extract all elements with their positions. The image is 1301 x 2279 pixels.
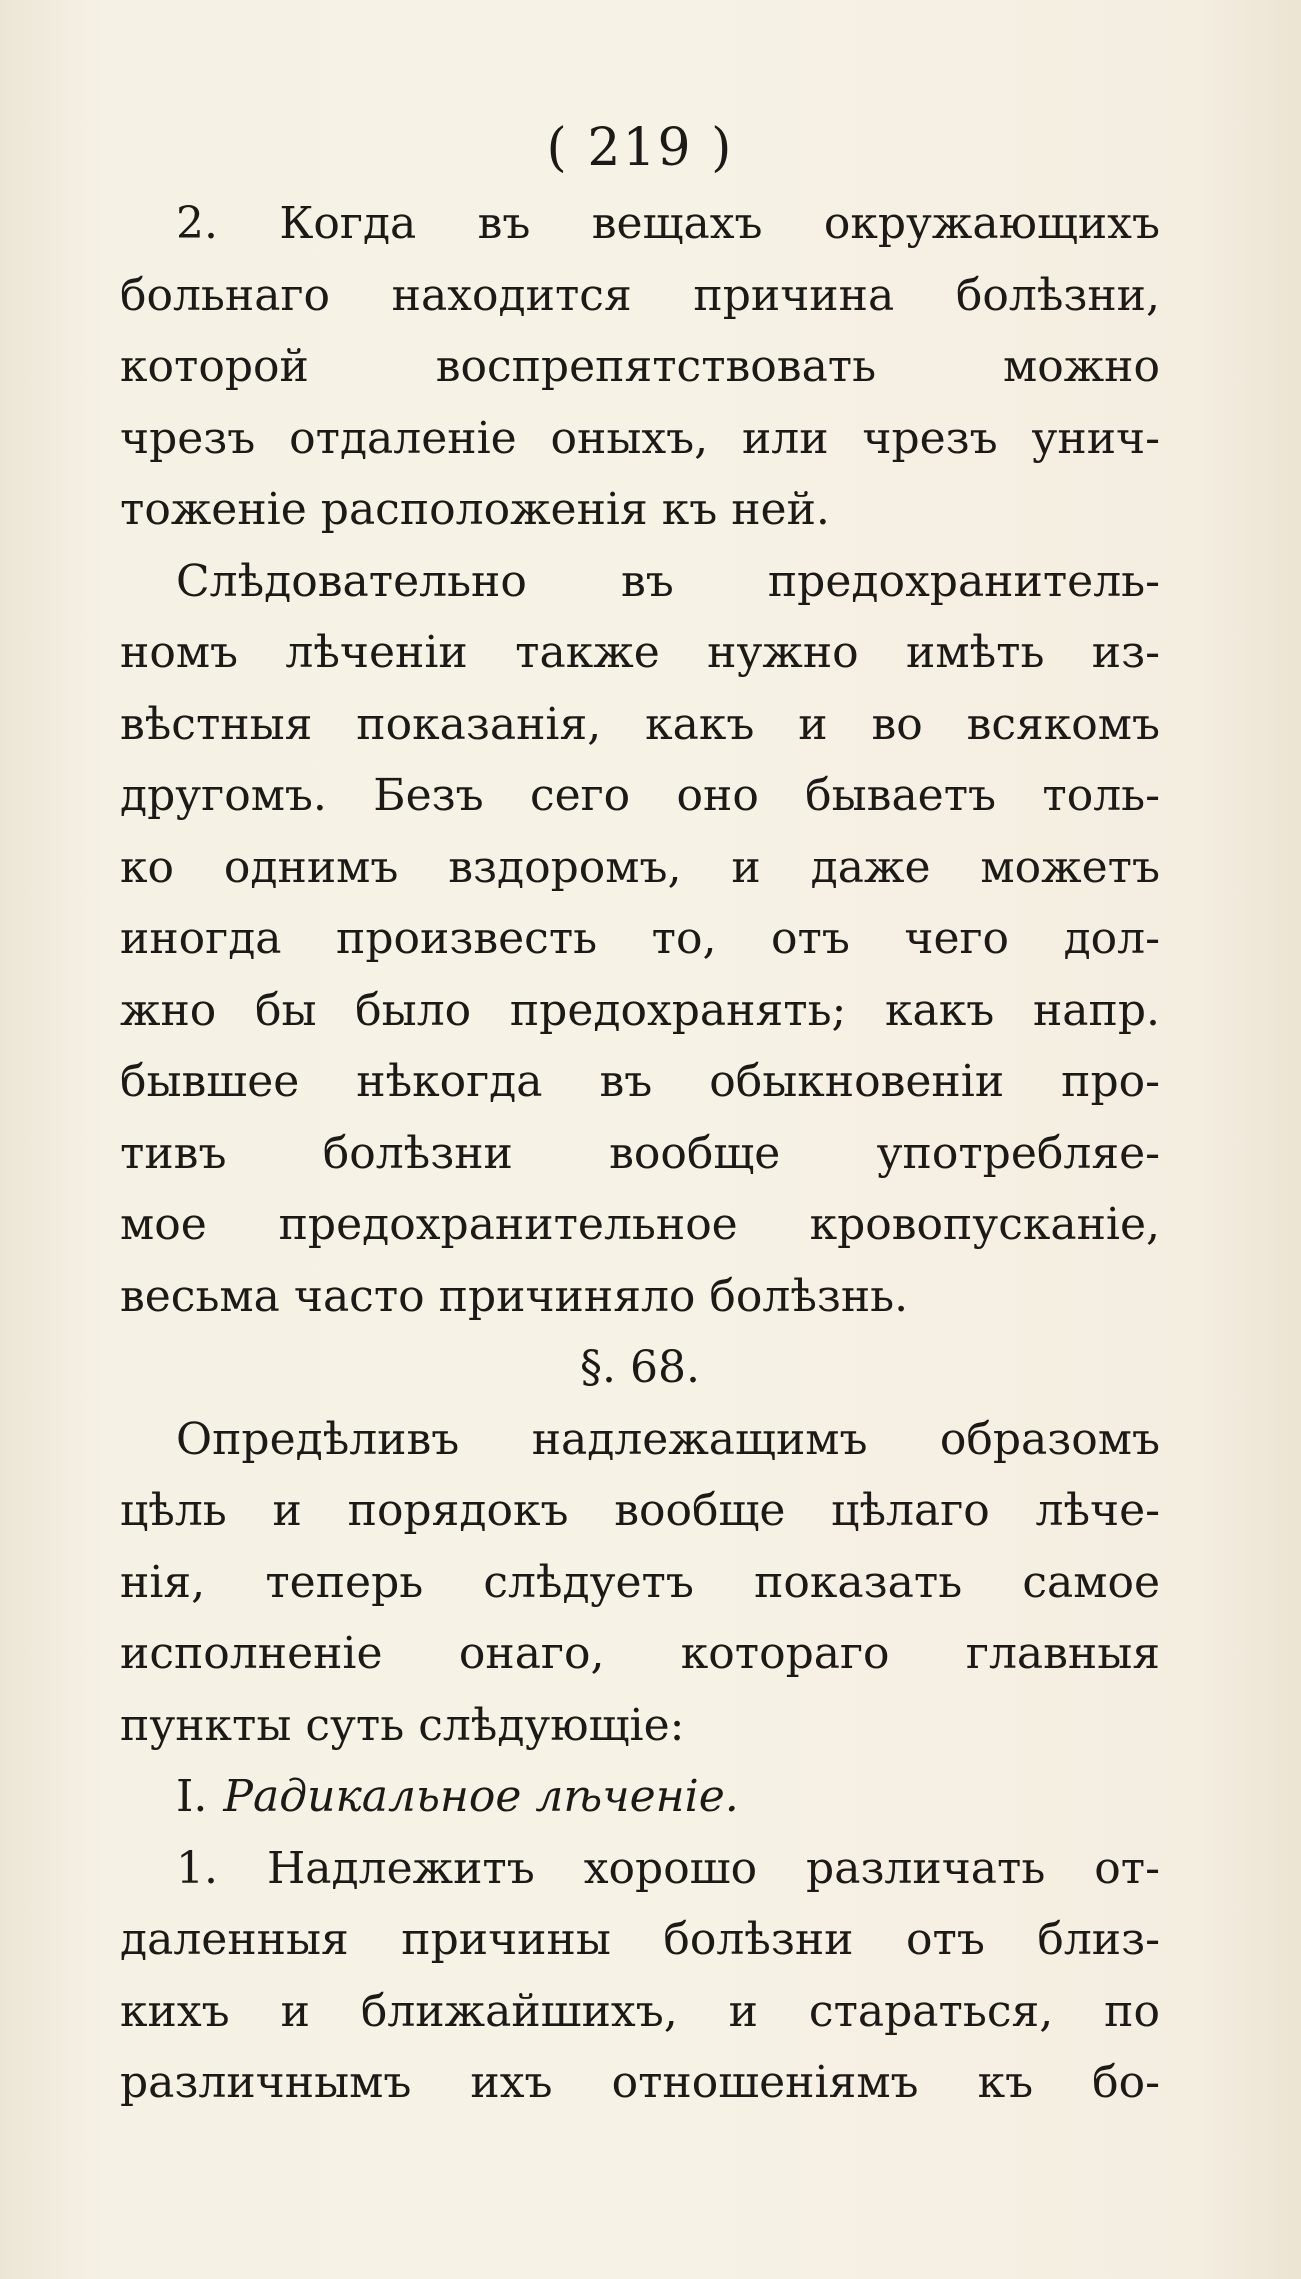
heading-numeral: I. [176,1771,208,1822]
text-line: весьма часто причиняло болѣзнь. [120,1270,909,1322]
text-line: больнаго находится причина болѣзни, [120,269,1160,321]
text-line: 1. Надлежитъ хорошо различать от- [176,1842,1160,1894]
text-line: которой воспрепятствовать можно [120,341,1160,392]
text-line: тивъ болѣзни вообще употребляе- [120,1127,1160,1179]
text-line: 2. Когда въ вещахъ окружающихъ [176,198,1160,249]
section-heading [120,1761,1160,1833]
text-line: исполненіе онаго, котораго главныя [120,1628,1160,1679]
page-text [120,108,1160,2119]
text-line: Слѣдовательно въ предохранитель- [176,555,1160,607]
paragraph-3 [120,1404,1160,1762]
heading-title: Радикальное лѣченіе. [223,1771,739,1822]
text-line: даленныя причины болѣзни отъ близ- [120,1914,1160,1965]
text-line: иногда произвесть то, отъ чего дол- [120,913,1160,964]
text-line: Опредѣливъ надлежащимъ образомъ [176,1413,1160,1465]
text-line: пункты суть слѣдующіе: [120,1699,685,1751]
text-line: тоженіе расположенія къ ней. [120,484,830,535]
text-line: нія, теперь слѣдуетъ показать самое [120,1556,1160,1608]
text-line: номъ лѣченіи также нужно имѣть из- [120,627,1160,678]
paragraph-4 [120,1833,1160,2119]
paragraph-1 [120,188,1160,546]
text-line: другомъ. Безъ сего оно бываетъ толь- [120,770,1160,821]
text-line: различнымъ ихъ отношеніямъ къ бо- [120,2057,1160,2108]
text-line: чрезъ отдаленіе оныхъ, или чрезъ унич- [120,412,1160,464]
text-line: жно бы было предохранять; какъ напр. [120,984,1160,1036]
text-line: ко однимъ вздоромъ, и даже можетъ [120,841,1160,893]
heading-line [120,1761,1160,1833]
text-line: мое предохранительное кровопусканіе, [120,1199,1160,1250]
page-number: ( 219 ) [546,118,734,178]
text-line: цѣль и порядокъ вообще цѣлаго лѣче- [120,1485,1160,1536]
text-line: кихъ и ближайшихъ, и стараться, по [120,1985,1160,2037]
paragraph-2 [120,546,1160,1333]
text-line: бывшее нѣкогда въ обыкновеніи про- [120,1056,1160,1107]
section-number: §. 68. [580,1342,700,1393]
text-line: вѣстныя показанія, какъ и во всякомъ [120,698,1160,750]
